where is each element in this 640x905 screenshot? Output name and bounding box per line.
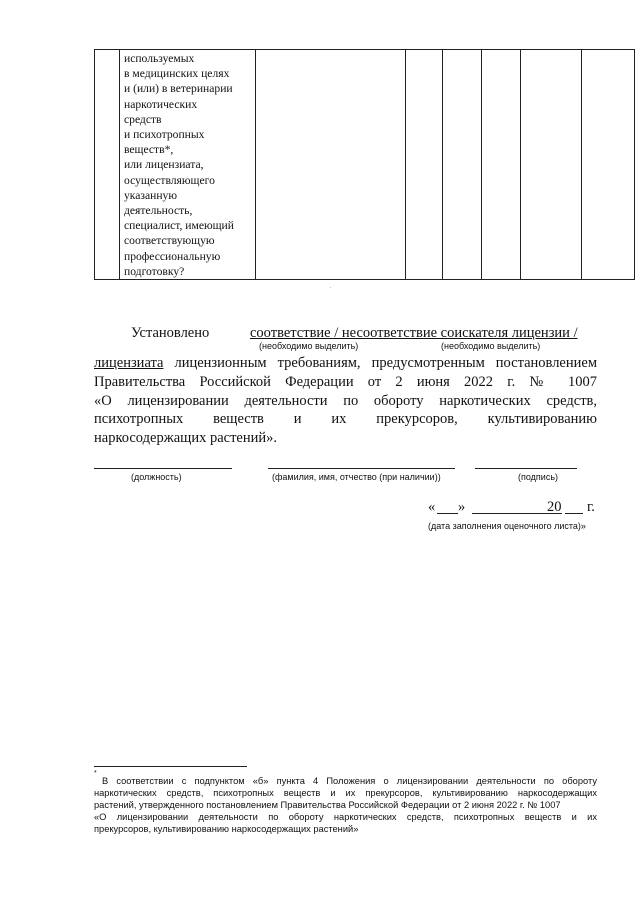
table-cell-number <box>95 50 120 280</box>
question-text: используемых в медицинских целях и (или) в ветеринарии наркотических средств и психотропных веществ*, или лицензиата, осуществляющего указанную деятельность, специалист, имеющий соответствующую профессиональную подготовку? <box>124 52 234 278</box>
hint-left: (необходимо выделить) <box>259 341 359 351</box>
footnote-separator <box>94 766 247 767</box>
table-cell-question <box>120 50 256 280</box>
fio-line <box>268 468 455 469</box>
footnote-line-1: В соответствии с подпунктом «б» пункта 4 Положения о лицензировании деятельности по обороту <box>102 776 597 786</box>
date-year-suffix: г. <box>587 499 595 515</box>
position-line <box>94 468 232 469</box>
footnote-line-3: растений, утвержденного постановлением Правительства Российской Федерации от 2 июня 2022 г. № 1007 <box>94 800 561 810</box>
footnote-line-2: наркотических средств, психотропных веществ и их прекурсоров, культивированию наркосодержащих <box>94 788 597 798</box>
evaluation-table <box>94 49 635 280</box>
table-cell <box>582 50 635 280</box>
statement-line-2-rest: лицензионным требованиям, предусмотренным постановлением <box>174 355 598 371</box>
hint-right: (необходимо выделить) <box>441 341 541 351</box>
statement-line-4: «О лицензировании деятельности по обороту наркотических средств, <box>94 393 597 409</box>
statement-lead: Установлено <box>131 325 210 341</box>
fio-caption: (фамилия, имя, отчество (при наличии)) <box>272 472 441 482</box>
statement-line-2 <box>94 354 597 373</box>
date-close-quote: » <box>458 499 466 515</box>
table-cell <box>482 50 521 280</box>
date-caption: (дата заполнения оценочного листа)» <box>428 521 586 531</box>
table-cell <box>256 50 406 280</box>
footnote-line-4: «О лицензировании деятельности по обороту наркотических средств, психотропных веществ и их <box>94 812 597 822</box>
sign-caption: (подпись) <box>518 472 559 482</box>
footnote-line-5: прекурсоров, культивированию наркосодержащих растений» <box>94 824 359 834</box>
date-day-line <box>437 513 458 514</box>
date-year-line <box>565 513 583 514</box>
footnote-mark: * <box>94 770 97 777</box>
date-open-quote: « <box>428 499 436 515</box>
sign-line <box>475 468 577 469</box>
table-cell <box>521 50 582 280</box>
table-cell <box>443 50 482 280</box>
date-year-prefix: 20 <box>547 499 562 515</box>
licensee-word: лицензиата <box>94 355 164 371</box>
statement-line-3: Правительства Российской Федерации от 2 июня 2022 г. № 1007 <box>94 374 597 390</box>
table-cell <box>406 50 443 280</box>
statement-choice: соответствие / несоответствие соискателя лицензии / <box>250 325 578 341</box>
statement-line-6: наркосодержащих растений». <box>94 430 277 446</box>
position-caption: (должность) <box>131 472 182 482</box>
statement-line-5: психотропных веществ и их прекурсоров, культивированию <box>94 411 597 427</box>
